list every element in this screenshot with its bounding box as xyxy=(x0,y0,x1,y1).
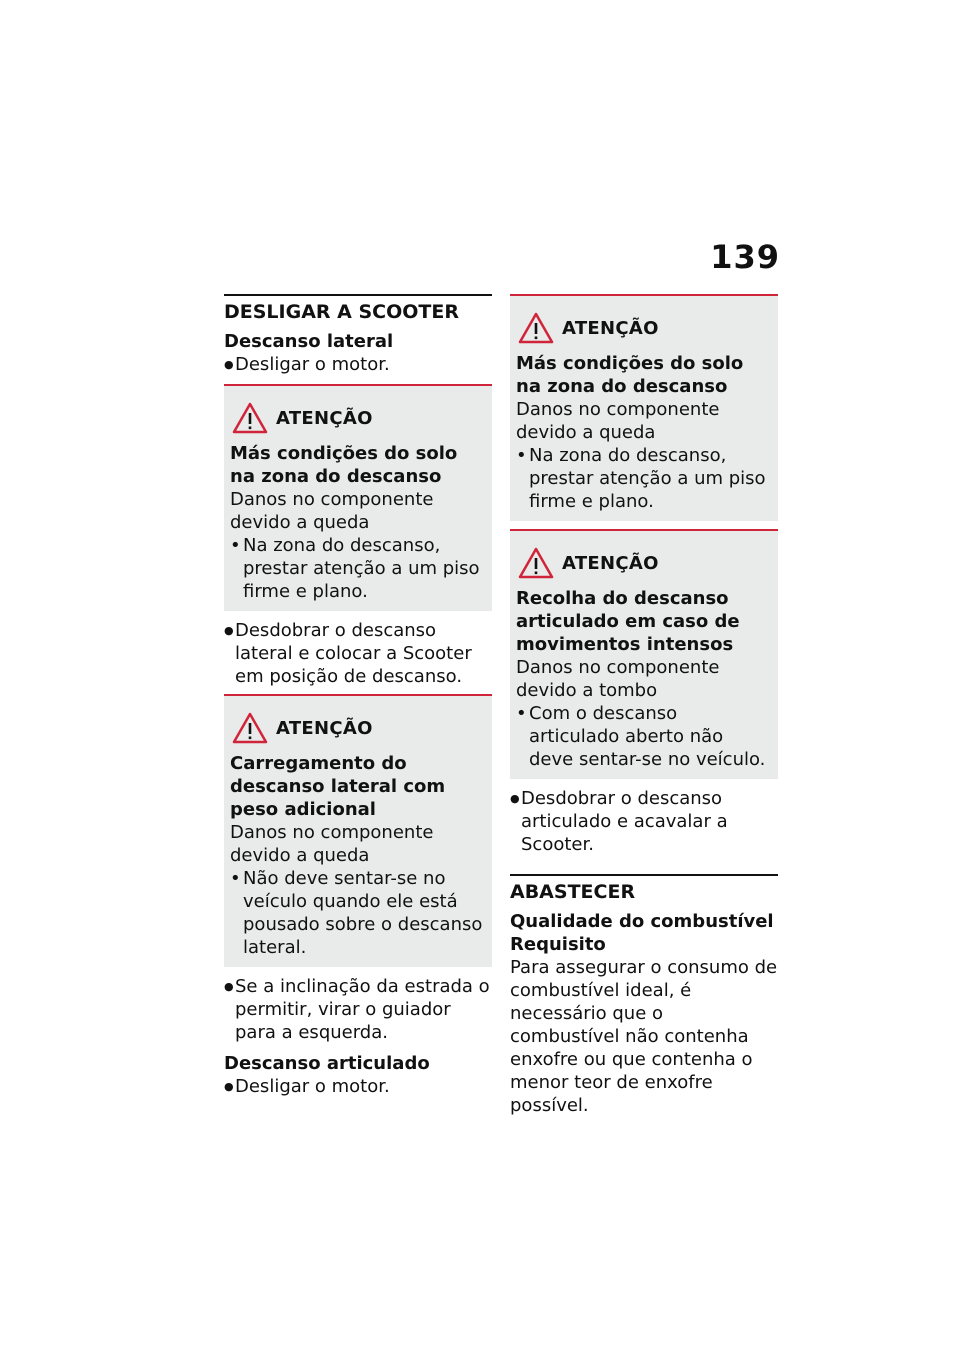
warning-box xyxy=(510,294,778,521)
warning-triangle-icon xyxy=(518,312,554,344)
step-item: ● Desdobrar o descanso lateral e colocar a Scooter em posição de descanso. xyxy=(224,619,492,688)
warning-action: • Com o descanso articulado aberto não deve sentar-se no veículo. xyxy=(516,702,772,771)
step-item: ● Se a inclinação da estrada o permitir, virar o guiador para a esquerda. xyxy=(224,975,492,1044)
warning-title: ATENÇÃO xyxy=(562,317,659,339)
subheading-requirement: Requisito xyxy=(510,934,606,955)
warning-triangle-icon xyxy=(232,712,268,744)
page-number: 139 xyxy=(710,238,780,276)
step-item: ● Desdobrar o descanso articulado e acavalar a Scooter. xyxy=(510,787,778,856)
paragraph: Para assegurar o consumo de combustível ideal, é necessário que o combustível não contenha enxofre ou que contenha o menor teor de enxofre possível. xyxy=(510,957,778,1116)
warning-action: • Não deve sentar-se no veículo quando ele está pousado sobre o descanso lateral. xyxy=(230,867,486,959)
warning-title: ATENÇÃO xyxy=(276,717,373,739)
warning-subject: Carregamento do descanso lateral com peso adicional xyxy=(230,753,446,820)
warning-result: Danos no componente devido a queda xyxy=(230,489,434,533)
warning-subject: Más condições do solo na zona do descanso xyxy=(516,353,744,397)
warning-title: ATENÇÃO xyxy=(562,552,659,574)
section-title: DESLIGAR A SCOOTER xyxy=(224,301,459,323)
section-title: ABASTECER xyxy=(510,881,636,903)
warning-subject: Recolha do descanso articulado em caso de movimentos intensos xyxy=(516,588,740,655)
warning-result: Danos no componente devido a queda xyxy=(230,822,434,866)
subheading-fuel-quality: Qualidade do combustível xyxy=(510,911,774,932)
warning-subject: Más condições do solo na zona do descanso xyxy=(230,443,458,487)
warning-title: ATENÇÃO xyxy=(276,407,373,429)
warning-result: Danos no componente devido a tombo xyxy=(516,657,720,701)
subheading-center-stand: Descanso articulado xyxy=(224,1053,430,1074)
warning-box xyxy=(224,384,492,611)
section-divider xyxy=(510,874,778,876)
step-item: ● Desligar o motor. xyxy=(224,353,492,378)
subheading-side-stand: Descanso lateral xyxy=(224,331,394,352)
warning-action: • Na zona do descanso, prestar atenção a um piso firme e plano. xyxy=(230,534,486,603)
warning-box xyxy=(510,529,778,779)
right-column xyxy=(510,294,778,1117)
left-column xyxy=(224,294,492,1104)
warning-result: Danos no componente devido a queda xyxy=(516,399,720,443)
warning-triangle-icon xyxy=(232,402,268,434)
warning-triangle-icon xyxy=(518,547,554,579)
warning-box xyxy=(224,694,492,967)
warning-action: • Na zona do descanso, prestar atenção a um piso firme e plano. xyxy=(516,444,772,513)
step-item: ● Desligar o motor. xyxy=(224,1075,492,1100)
section-divider xyxy=(224,294,492,296)
